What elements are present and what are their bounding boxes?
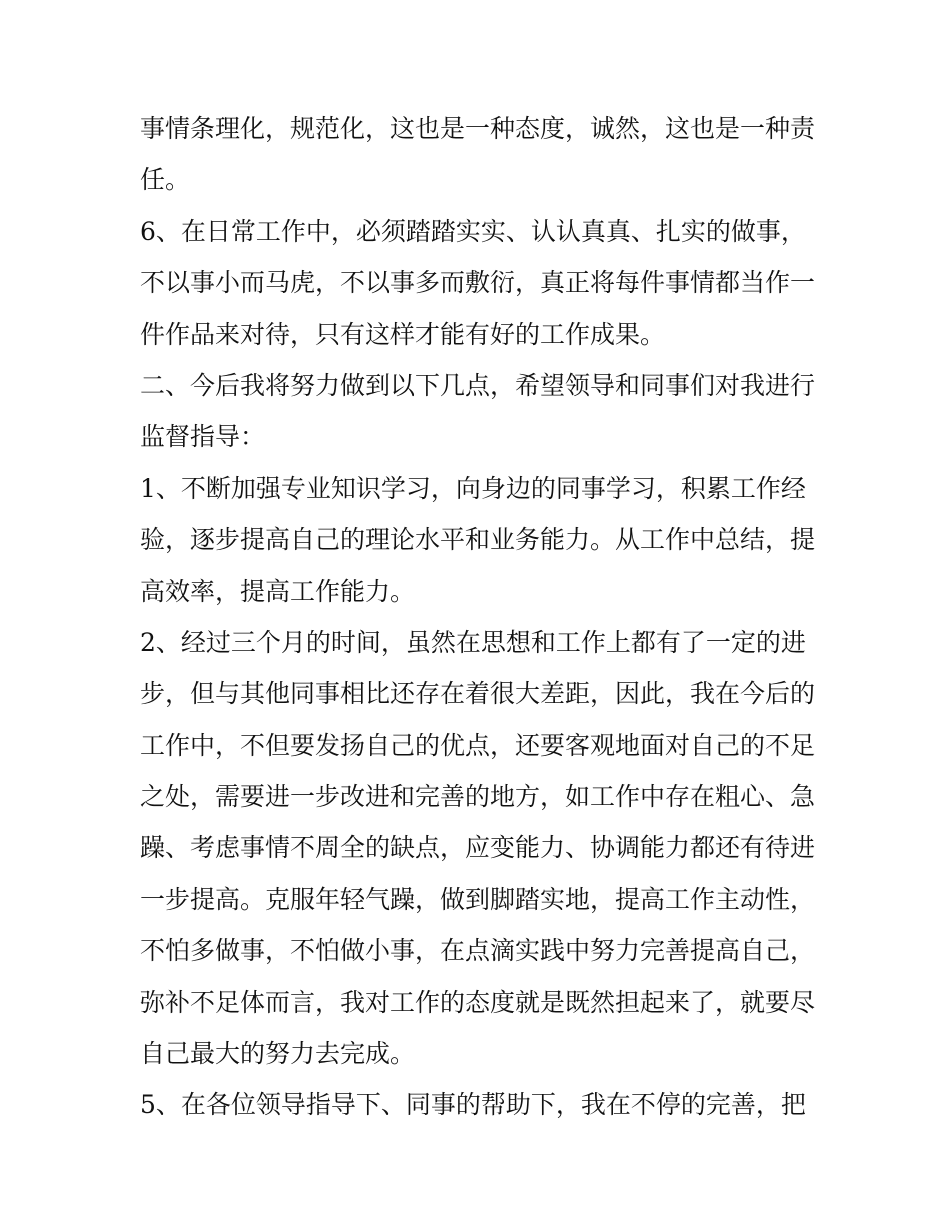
- text-line: 弥补不足体而言，我对工作的态度就是既然担起来了，就要尽: [140, 987, 816, 1017]
- text-line: 二、今后我将努力做到以下几点，希望领导和同事们对我进行: [140, 370, 816, 400]
- text-line: 躁、考虑事情不周全的缺点，应变能力、协调能力都还有待进: [140, 833, 816, 863]
- text-line: 6、在日常工作中，必须踏踏实实、认认真真、扎实的做事，: [140, 216, 806, 246]
- text-line: 事情条理化，规范化，这也是一种态度，诚然，这也是一种责: [140, 114, 816, 143]
- text-line: 工作中，不但要发扬自己的优点，还要客观地面对自己的不足: [140, 730, 816, 760]
- text-line: 5、在各位领导指导下、同事的帮助下，我在不停的完善，把: [140, 1090, 806, 1120]
- text-line: 2、经过三个月的时间，虽然在思想和工作上都有了一定的进: [140, 627, 806, 657]
- text-line: 1、不断加强专业知识学习，向身边的同事学习，积累工作经: [140, 473, 806, 503]
- text-line: 步，但与其他同事相比还存在着很大差距，因此，我在今后的: [140, 679, 816, 709]
- body-text: [140, 103, 816, 1131]
- text-line: 不以事小而马虎，不以事多而敷衍，真正将每件事情都当作一: [140, 268, 816, 298]
- text-line: 任。: [140, 165, 191, 195]
- text-line: 之处，需要进一步改进和完善的地方，如工作中存在粗心、急: [140, 782, 816, 812]
- text-line: 件作品来对待，只有这样才能有好的工作成果。: [140, 319, 666, 349]
- text-line: 自己最大的努力去完成。: [140, 1039, 416, 1069]
- text-line: 验，逐步提高自己的理论水平和业务能力。从工作中总结，提: [140, 525, 816, 555]
- text-line: 一步提高。克服年轻气躁，做到脚踏实地，提高工作主动性，: [140, 884, 816, 914]
- text-line: 不怕多做事，不怕做小事，在点滴实践中努力完善提高自己，: [140, 936, 816, 966]
- text-line: 监督指导：: [140, 422, 266, 452]
- text-line: 高效率，提高工作能力。: [140, 576, 416, 606]
